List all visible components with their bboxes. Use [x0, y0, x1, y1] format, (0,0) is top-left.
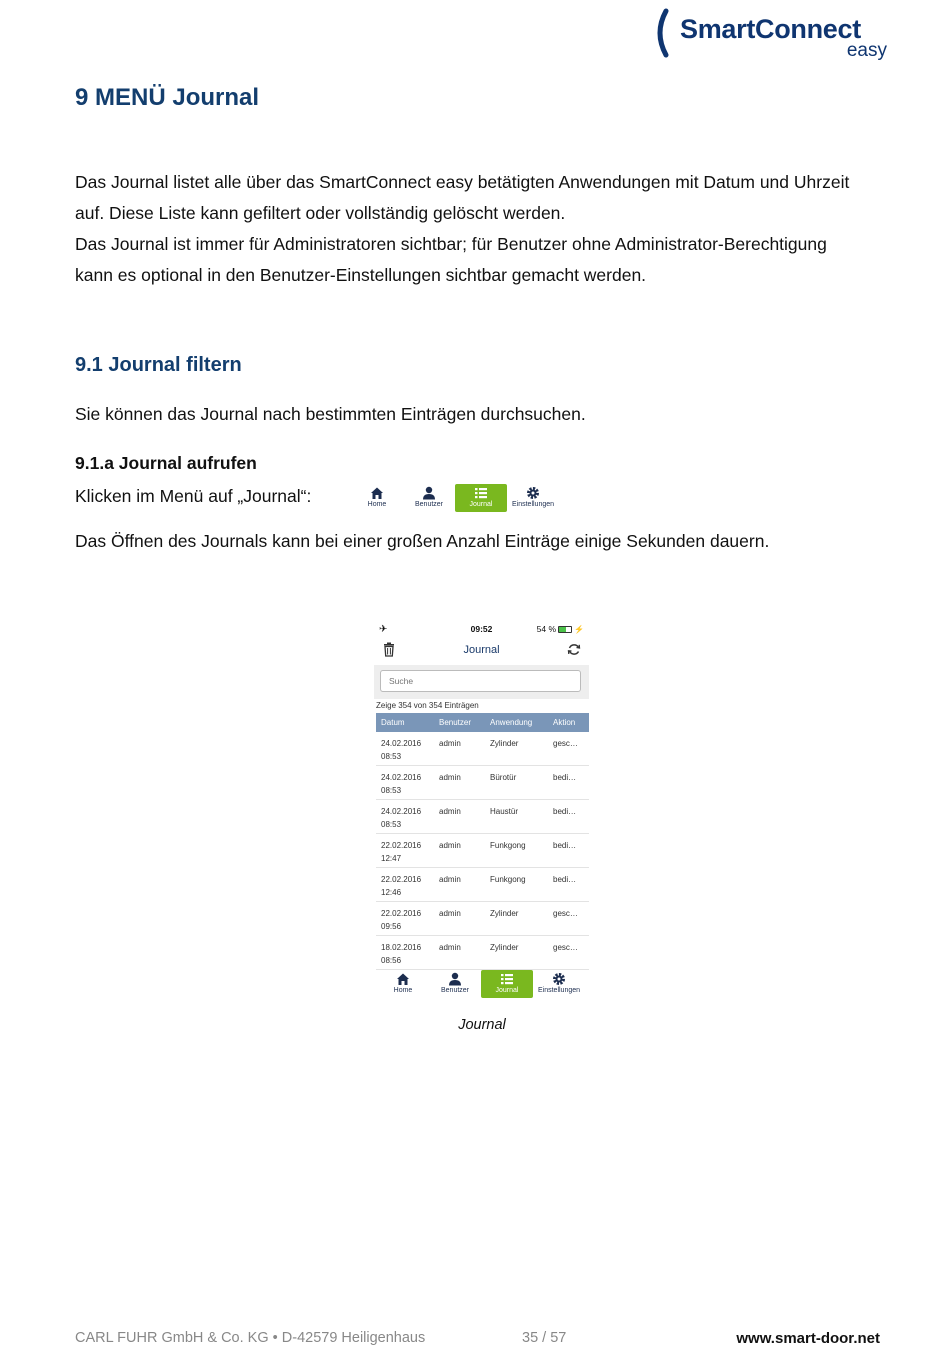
nav-title: Journal [463, 644, 500, 656]
cell-time: 12:46 [381, 888, 402, 897]
airplane-icon: ✈ [379, 624, 388, 635]
menu-item-label: Benutzer [414, 501, 444, 508]
logo-title: SmartConnect [680, 14, 861, 44]
cell-user: admin [439, 773, 461, 782]
cell-user: admin [439, 807, 461, 816]
section-text: Sie können das Journal nach bestimmten Einträgen durchsuchen. [75, 404, 586, 424]
cell-action: gesc… [553, 943, 578, 952]
column-header-benutzer[interactable]: Benutzer [439, 718, 472, 727]
intro-paragraph [75, 167, 890, 291]
cell-app: Zylinder [490, 739, 519, 748]
status-time: 09:52 [470, 624, 493, 634]
cell-app: Funkgong [490, 875, 526, 884]
intro-line: Das Journal ist immer für Administratoren sichtbar; für Benutzer ohne Administrator-Berechtigung [75, 234, 827, 254]
table-row[interactable] [376, 936, 589, 970]
intro-line: kann es optional in den Benutzer-Einstellungen sichtbar gemacht werden. [75, 265, 647, 285]
section-heading: 9.1 Journal filtern [75, 354, 242, 376]
tab-label: Einstellungen [537, 987, 581, 994]
home-icon [370, 486, 384, 500]
table-row[interactable] [376, 868, 589, 902]
column-header-aktion[interactable]: Aktion [553, 718, 576, 727]
status-battery [537, 624, 584, 634]
cell-user: admin [439, 909, 461, 918]
menu-item-einstellungen [507, 484, 559, 512]
gear-icon [552, 972, 566, 986]
journal-table [376, 732, 589, 970]
table-header [376, 713, 589, 732]
user-icon [448, 972, 462, 986]
cell-action: bedi… [553, 773, 577, 782]
intro-line: auf. Diese Liste kann gefiltert oder vollständig gelöscht werden. [75, 203, 566, 223]
column-header-datum[interactable]: Datum [381, 718, 405, 727]
cell-time: 08:53 [381, 786, 402, 795]
table-row[interactable] [376, 800, 589, 834]
footer-page-number: 35 / 57 [522, 1330, 567, 1346]
intro-line: Das Journal listet alle über das SmartConnect easy betätigten Anwendungen mit Datum und Uhrzeit [75, 172, 850, 192]
table-row[interactable] [376, 766, 589, 800]
table-row[interactable] [376, 834, 589, 868]
phone-tab-bar [377, 970, 585, 998]
footer-website-link[interactable]: www.smart-door.net [736, 1330, 880, 1347]
gear-icon [526, 486, 540, 500]
home-icon [396, 972, 410, 986]
list-icon [500, 972, 514, 986]
status-bar [374, 619, 589, 639]
tab-label: Benutzer [440, 987, 470, 994]
battery-icon [558, 626, 572, 633]
menu-item-benutzer [403, 484, 455, 512]
tab-home[interactable] [377, 970, 429, 998]
cell-date: 24.02.2016 [381, 773, 422, 782]
cell-date: 22.02.2016 [381, 909, 422, 918]
refresh-icon[interactable] [567, 642, 581, 657]
cell-user: admin [439, 875, 461, 884]
phone-screenshot [374, 619, 589, 1004]
cell-action: bedi… [553, 841, 577, 850]
cell-action: bedi… [553, 875, 577, 884]
cell-date: 18.02.2016 [381, 943, 422, 952]
cell-app: Zylinder [490, 909, 519, 918]
cell-user: admin [439, 841, 461, 850]
table-row[interactable] [376, 902, 589, 936]
note-text: Das Öffnen des Journals kann bei einer großen Anzahl Einträge einige Sekunden dauern. [75, 531, 770, 551]
cell-app: Zylinder [490, 943, 519, 952]
cell-user: admin [439, 943, 461, 952]
cell-time: 08:53 [381, 820, 402, 829]
footer-company: CARL FUHR GmbH & Co. KG • D-42579 Heiligenhaus [75, 1330, 426, 1346]
menu-item-label: Home [367, 501, 387, 508]
cell-action: bedi… [553, 807, 577, 816]
menu-illustration [351, 484, 559, 512]
cell-time: 08:53 [381, 752, 402, 761]
user-icon [422, 486, 436, 500]
battery-percent: 54 % [536, 624, 557, 634]
logo-subtitle: easy [846, 40, 887, 61]
menu-item-journal [455, 484, 507, 512]
tab-journal[interactable] [481, 970, 533, 998]
menu-item-label: Einstellungen [511, 501, 555, 508]
cell-action: gesc… [553, 909, 578, 918]
list-icon [474, 486, 488, 500]
menu-item-label: Journal [469, 501, 493, 508]
tab-benutzer[interactable] [429, 970, 481, 998]
search-input[interactable] [380, 670, 581, 692]
nav-bar [374, 639, 589, 663]
tab-einstellungen[interactable] [533, 970, 585, 998]
logo-bracket-icon [650, 8, 674, 58]
instruction-text: Klicken im Menü auf „Journal“: [75, 486, 312, 506]
cell-app: Bürotür [490, 773, 517, 782]
menu-item-home [351, 484, 403, 512]
figure-caption: Journal [458, 1017, 506, 1033]
cell-time: 08:56 [381, 956, 402, 965]
cell-user: admin [439, 739, 461, 748]
table-row[interactable] [376, 732, 589, 766]
subsection-heading: 9.1.a Journal aufrufen [75, 453, 257, 473]
cell-app: Haustür [490, 807, 519, 816]
cell-time: 09:56 [381, 922, 402, 931]
column-header-anwendung[interactable]: Anwendung [490, 718, 533, 727]
cell-date: 24.02.2016 [381, 807, 422, 816]
charging-icon: ⚡ [574, 624, 584, 634]
tab-label: Journal [495, 987, 519, 994]
cell-date: 22.02.2016 [381, 875, 422, 884]
cell-app: Funkgong [490, 841, 526, 850]
page-title: 9 MENÜ Journal [75, 84, 260, 111]
cell-date: 24.02.2016 [381, 739, 422, 748]
cell-date: 22.02.2016 [381, 841, 422, 850]
search-container [374, 665, 589, 699]
cell-action: gesc… [553, 739, 578, 748]
tab-label: Home [393, 987, 413, 994]
cell-time: 12:47 [381, 854, 402, 863]
entry-count: Zeige 354 von 354 Einträgen [376, 701, 479, 710]
logo [650, 8, 890, 64]
